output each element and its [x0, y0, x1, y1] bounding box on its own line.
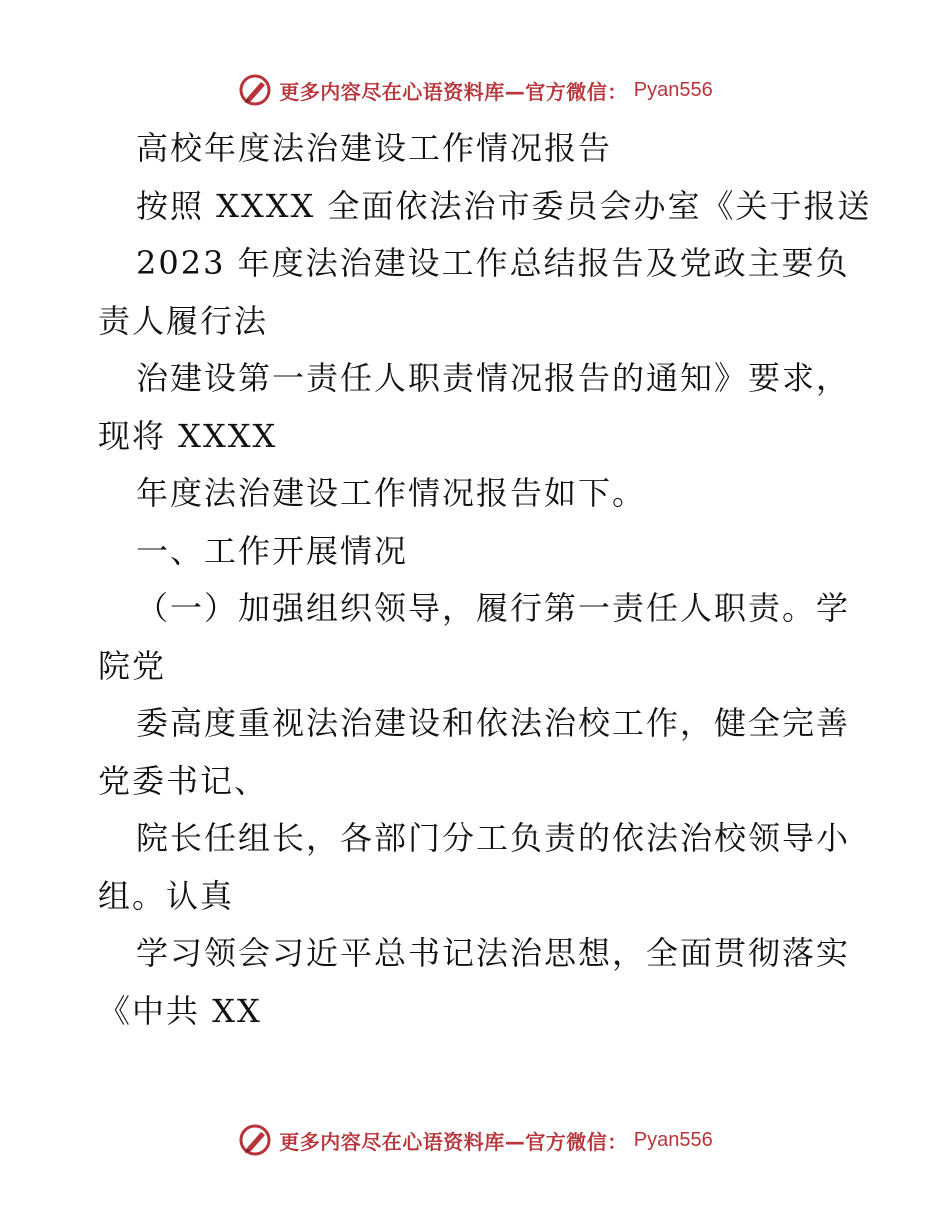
banner-wechat-id: Pyan556: [633, 78, 713, 101]
document-line: 党委书记、: [98, 761, 269, 800]
document-line: 一、工作开展情况: [136, 531, 409, 570]
document-line: 责人履行法: [98, 301, 269, 340]
footer-banner: [0, 1118, 950, 1162]
document-line: 2023 年度法治建设工作总结报告及党政主要负: [136, 244, 850, 282]
header-banner: [0, 68, 950, 112]
document-line: 现将 XXXX: [98, 416, 278, 455]
document-line: 院党: [98, 646, 167, 685]
pen-seal-logo-icon: [237, 1122, 273, 1158]
pen-seal-logo-icon: [237, 72, 273, 108]
document-line: 高校年度法治建设工作情况报告: [136, 129, 613, 167]
document-line: （一）加强组织领导，履行第一责任人职责。学: [136, 589, 851, 627]
document-line: 年度法治建设工作情况报告如下。: [136, 474, 647, 512]
document-body: [98, 120, 872, 1040]
document-line: 按照 XXXX 全面依法治市委员会办室《关于报送: [136, 186, 872, 225]
document-line: 组。认真: [98, 876, 235, 915]
document-line: 学习领会习近平总书记法治思想，全面贯彻落实: [136, 934, 851, 972]
banner-text: 更多内容尽在心语资料库—官方微信：: [279, 1129, 628, 1154]
document-line: 《中共 XX: [98, 991, 262, 1030]
banner-wechat-id: Pyan556: [633, 1128, 713, 1151]
document-line: 委高度重视法治建设和依法治校工作，健全完善: [136, 704, 851, 742]
document-line: 院长任组长，各部门分工负责的依法治校领导小: [136, 819, 851, 857]
banner-text: 更多内容尽在心语资料库—官方微信：: [279, 79, 628, 104]
document-line: 治建设第一责任人职责情况报告的通知》要求，: [136, 359, 851, 397]
